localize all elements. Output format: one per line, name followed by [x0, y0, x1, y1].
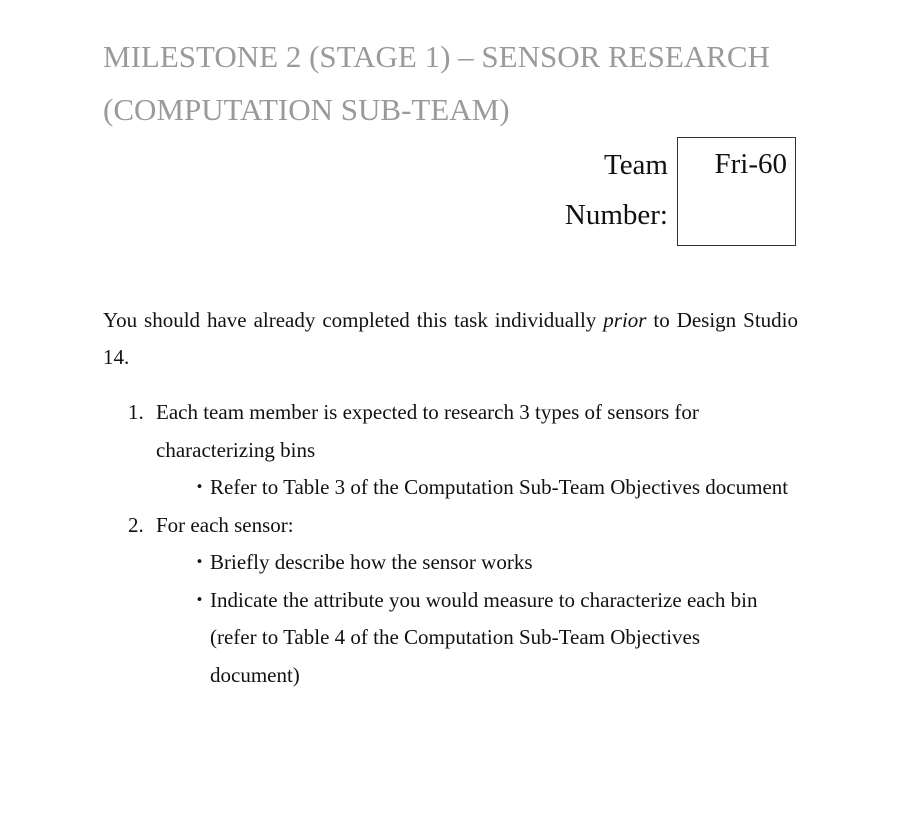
- sub-list-item: [103, 469, 803, 507]
- list-item-number: 1.: [128, 400, 144, 424]
- sub-list-item-text: Briefly describe how the sensor works: [210, 550, 533, 574]
- title-line-2: (COMPUTATION SUB-TEAM): [103, 92, 510, 127]
- bullet-icon: ・: [189, 587, 210, 612]
- bullet-icon: ・: [189, 550, 210, 574]
- team-number-box: [677, 137, 796, 246]
- list-item-text: Each team member is expected to research 3 types of sensors for characterizing bins: [156, 400, 699, 462]
- title-line-1: MILESTONE 2 (STAGE 1) – SENSOR RESEARCH: [103, 39, 770, 74]
- sub-list-item: [103, 582, 803, 695]
- team-number-label: [520, 140, 668, 240]
- sub-list-item: [103, 544, 803, 582]
- bullet-icon: ・: [189, 475, 210, 499]
- team-label-line-1: Team: [604, 149, 668, 181]
- list-item-text: For each sensor:: [156, 512, 294, 537]
- intro-text-after: to Design Studio 14.: [103, 308, 798, 369]
- intro-text-before: You should have already completed this task individually: [103, 308, 604, 332]
- sub-list-item-text: Indicate the attribute you would measure to characterize each bin (refer to Table 4 of the Computation Sub-Team Objectives document): [210, 587, 758, 687]
- intro-paragraph: [103, 302, 798, 376]
- sub-list-item-text: Refer to Table 3 of the Computation Sub-Team Objectives document: [210, 475, 789, 499]
- list-item: [103, 507, 803, 545]
- list-item-number: 2.: [128, 512, 144, 537]
- team-number-value: Fri-60: [714, 148, 787, 180]
- list-item: [103, 394, 803, 469]
- task-list: [103, 394, 803, 694]
- page-title: [103, 30, 823, 136]
- intro-emphasis: prior: [603, 308, 647, 332]
- team-label-line-2: Number:: [564, 199, 668, 231]
